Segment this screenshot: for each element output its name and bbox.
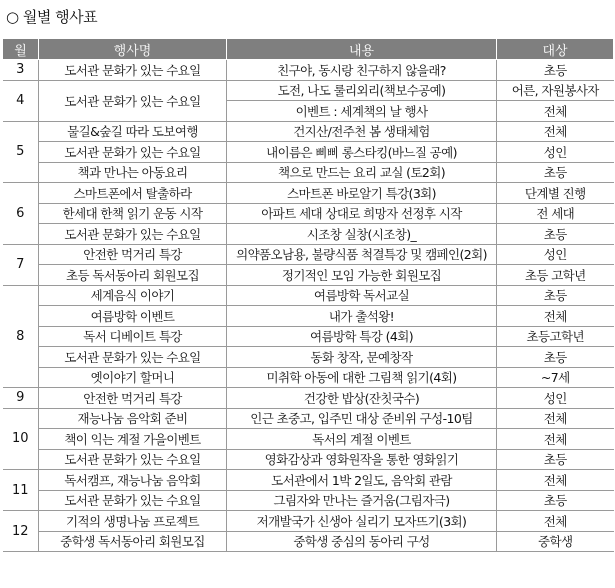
event-name-cell: 스마트폰에서 탈출하라	[39, 183, 227, 204]
month-cell: 7	[3, 244, 39, 285]
target-cell: 단계별 진행	[497, 183, 614, 204]
target-cell: 초등 고학년	[497, 265, 614, 286]
content-cell: 미취학 아동에 대한 그림책 읽기(4회)	[227, 367, 497, 388]
event-name-cell: 옛이야기 할머니	[39, 367, 227, 388]
target-cell: 초등	[497, 224, 614, 245]
table-row	[3, 306, 614, 327]
target-cell: 전 세대	[497, 203, 614, 224]
target-cell: 전체	[497, 429, 614, 450]
event-name-cell: 세계음식 이야기	[39, 285, 227, 306]
table-row	[3, 142, 614, 163]
content-cell: 아파트 세대 상대로 희망자 선정후 시작	[227, 203, 497, 224]
header-target: 대상	[497, 39, 614, 60]
content-cell: 동화 창작, 문예창작	[227, 347, 497, 368]
table-row	[3, 408, 614, 429]
table-row	[3, 490, 614, 511]
content-cell: 여름방학 독서교실	[227, 285, 497, 306]
month-cell: 5	[3, 121, 39, 183]
target-cell: 초등	[497, 347, 614, 368]
content-cell: 건지산/전주천 봄 생태체험	[227, 121, 497, 142]
event-name-cell: 물길&숲길 따라 도보여행	[39, 121, 227, 142]
target-cell: 전체	[497, 121, 614, 142]
event-name-cell: 한세대 한책 읽기 운동 시작	[39, 203, 227, 224]
table-row	[3, 449, 614, 470]
event-name-cell: 도서관 문화가 있는 수요일	[39, 60, 227, 81]
monthly-event-table	[2, 38, 614, 552]
target-cell: 초등	[497, 449, 614, 470]
target-cell: 초등	[497, 490, 614, 511]
table-body	[3, 60, 614, 552]
header-content: 내용	[227, 39, 497, 60]
month-cell: 8	[3, 285, 39, 388]
target-cell: 중학생	[497, 531, 614, 552]
content-cell: 건강한 밥상(잔칫국수)	[227, 388, 497, 409]
event-name-cell: 초등 독서동아리 회원모집	[39, 265, 227, 286]
content-cell: 도전, 나도 룰리외리(책보수공예)	[227, 80, 497, 101]
target-cell: 전체	[497, 408, 614, 429]
table-row	[3, 265, 614, 286]
event-name-cell: 책이 익는 계절 가을이벤트	[39, 429, 227, 450]
event-name-cell: 도서관 문화가 있는 수요일	[39, 80, 227, 121]
table-row	[3, 224, 614, 245]
table-header-row	[3, 39, 614, 60]
event-name-cell: 독서 디베이트 특강	[39, 326, 227, 347]
content-cell: 스마트폰 바로알기 특강(3회)	[227, 183, 497, 204]
target-cell: 초등	[497, 162, 614, 183]
target-cell: 전체	[497, 306, 614, 327]
page-title: ○ 월별 행사표	[6, 8, 98, 26]
target-cell: 전체	[497, 101, 614, 122]
content-cell: 시조창 실창(시조창)_	[227, 224, 497, 245]
content-cell: 이벤트 : 세계책의 날 행사	[227, 101, 497, 122]
table-row	[3, 80, 614, 101]
content-cell: 인근 초중고, 입주민 대상 준비위 구성-10팀	[227, 408, 497, 429]
month-cell: 6	[3, 183, 39, 245]
content-cell: 영화감상과 영화원작을 통한 영화읽기	[227, 449, 497, 470]
target-cell: 초등	[497, 60, 614, 81]
table-row	[3, 511, 614, 532]
month-cell: 3	[3, 60, 39, 81]
target-cell: 전체	[497, 511, 614, 532]
table-row	[3, 285, 614, 306]
table-row	[3, 470, 614, 491]
target-cell: 초등	[497, 285, 614, 306]
content-cell: 의약품오남용, 불량식품 척결특강 및 캠페인(2회)	[227, 244, 497, 265]
event-name-cell: 여름방학 이벤트	[39, 306, 227, 327]
target-cell: 성인	[497, 244, 614, 265]
event-name-cell: 독서캠프, 재능나눔 음악회	[39, 470, 227, 491]
month-cell: 9	[3, 388, 39, 409]
target-cell: 전체	[497, 470, 614, 491]
header-event: 행사명	[39, 39, 227, 60]
content-cell: 저개발국가 신생아 실리기 모자뜨기(3회)	[227, 511, 497, 532]
month-cell: 12	[3, 511, 39, 552]
table-row	[3, 203, 614, 224]
event-name-cell: 도서관 문화가 있는 수요일	[39, 347, 227, 368]
table-row	[3, 244, 614, 265]
month-cell: 11	[3, 470, 39, 511]
event-name-cell: 책과 만나는 아동요리	[39, 162, 227, 183]
content-cell: 정기적인 모임 가능한 회원모집	[227, 265, 497, 286]
content-cell: 책으로 만드는 요리 교실 (토2회)	[227, 162, 497, 183]
content-cell: 도서관에서 1박 2일도, 음악회 관람	[227, 470, 497, 491]
content-cell: 그림자와 만나는 즐거움(그림자극)	[227, 490, 497, 511]
table-row	[3, 162, 614, 183]
table-row	[3, 60, 614, 81]
content-cell: 중학생 중심의 동아리 구성	[227, 531, 497, 552]
event-name-cell: 안전한 먹거리 특강	[39, 388, 227, 409]
event-name-cell: 기적의 생명나눔 프로젝트	[39, 511, 227, 532]
table-row	[3, 183, 614, 204]
table-row	[3, 326, 614, 347]
event-name-cell: 도서관 문화가 있는 수요일	[39, 449, 227, 470]
event-name-cell: 중학생 독서동아리 회원모집	[39, 531, 227, 552]
month-cell: 4	[3, 80, 39, 121]
event-name-cell: 도서관 문화가 있는 수요일	[39, 142, 227, 163]
content-cell: 독서의 계절 이벤트	[227, 429, 497, 450]
content-cell: 친구야, 동시랑 친구하지 않을래?	[227, 60, 497, 81]
table-row	[3, 347, 614, 368]
target-cell: 초등고학년	[497, 326, 614, 347]
header-month: 월	[3, 39, 39, 60]
event-name-cell: 재능나눔 음악회 준비	[39, 408, 227, 429]
table-row	[3, 429, 614, 450]
target-cell: ~7세	[497, 367, 614, 388]
table-row	[3, 388, 614, 409]
content-cell: 내가 출석왕!	[227, 306, 497, 327]
target-cell: 성인	[497, 142, 614, 163]
table-row	[3, 531, 614, 552]
table-row	[3, 121, 614, 142]
table-row	[3, 367, 614, 388]
event-name-cell: 도서관 문화가 있는 수요일	[39, 224, 227, 245]
event-name-cell: 도서관 문화가 있는 수요일	[39, 490, 227, 511]
event-name-cell: 안전한 먹거리 특강	[39, 244, 227, 265]
target-cell: 성인	[497, 388, 614, 409]
content-cell: 내이름은 삐삐 롱스타킹(바느질 공예)	[227, 142, 497, 163]
month-cell: 10	[3, 408, 39, 470]
content-cell: 여름방학 특강 (4회)	[227, 326, 497, 347]
target-cell: 어른, 자원봉사자	[497, 80, 614, 101]
